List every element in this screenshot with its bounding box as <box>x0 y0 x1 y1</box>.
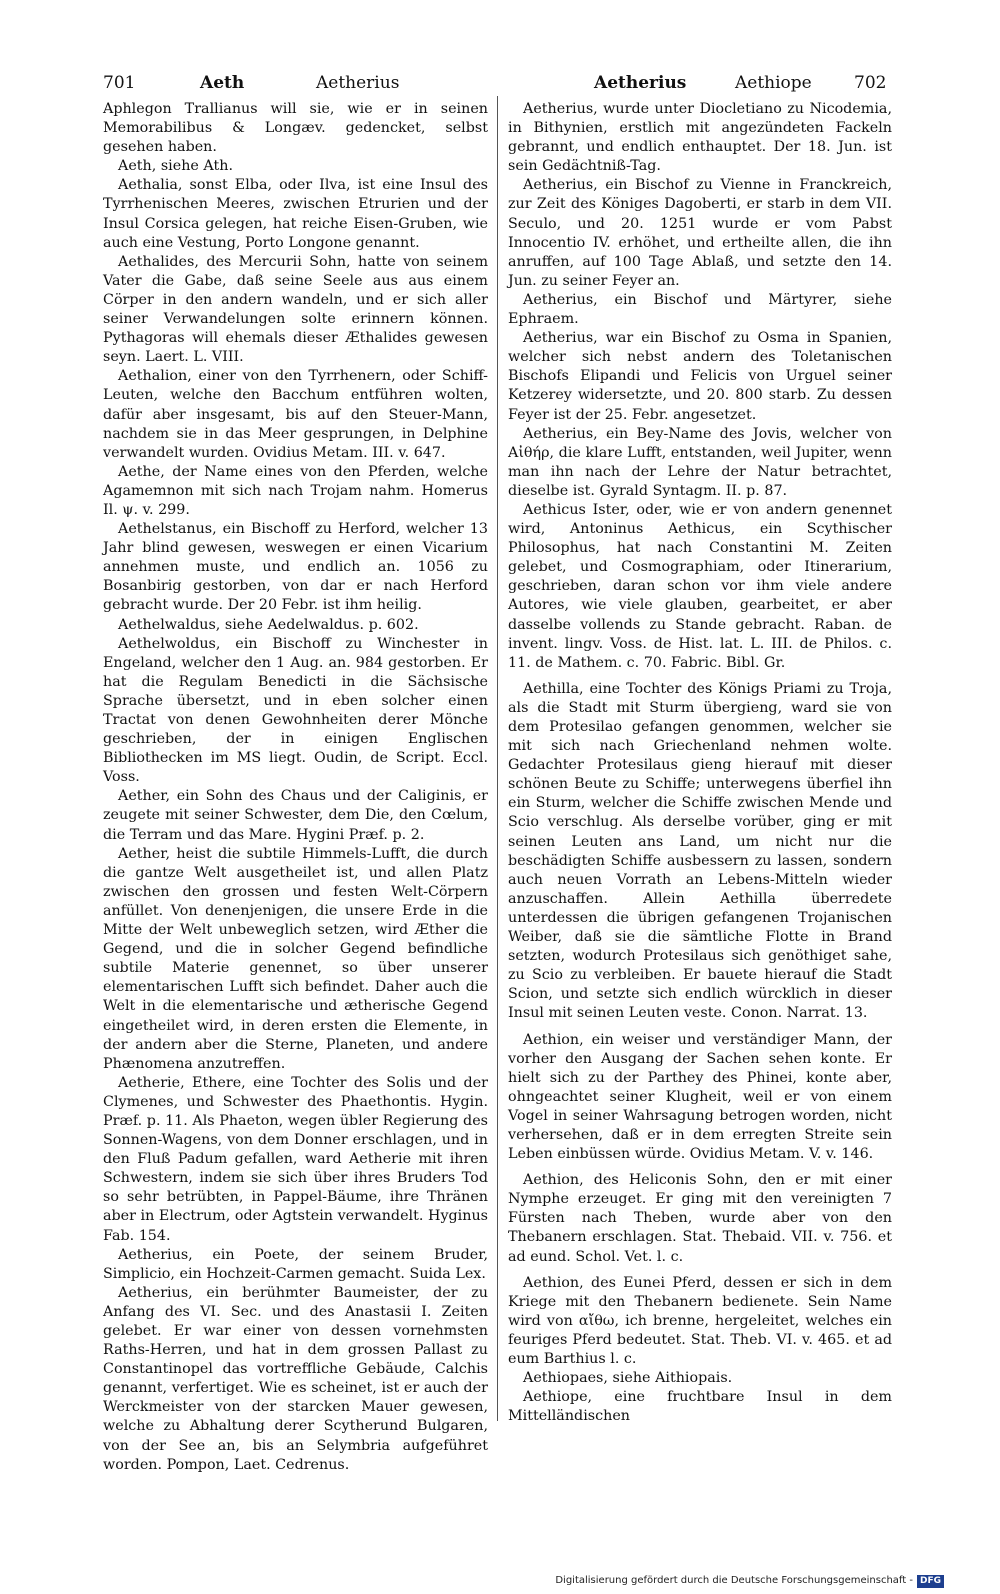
entry: Aethelwoldus, ein Bischoff zu Winchester in Engeland, welcher den 1 Aug. an. 984 gestorben. Er hat die Regulam Benedicti in die Sächsische Sprache übersetzt, und in eben solcher einen Tractat von denen Gewohnheiten derer Mönche geschrieben, der in einigen Englischen Bibliothecken im MS liegt. Oudin, de Script. Eccl. Voss. <box>103 635 488 786</box>
page-number-left: 701 <box>103 73 136 93</box>
entry: Aethalia, sonst Elba, oder Ilva, ist eine Insul des Tyrrhenischen Meeres, zwischen Etrurien und der Insul Corsica gelegen, hat reiche Eisen-Gruben, wie auch eine Vestung, Porto Longone genannt. <box>103 177 488 251</box>
entry: Aethion, ein weiser und verständiger Mann, der vorher den Ausgang der Sachen sehen konte. Er hielt sich zu der Parthey des Phinei, konte aber, ohngeachtet seiner Klugheit, weil er von einem Vogel in seiner Wahrsagung betrogen worden, nicht verhersehen, daß er in dem erregten Streite sein Leben einbüssen würde. Ovidius Metam. V. v. 146. <box>508 1031 892 1163</box>
catchword-left: Aeth <box>200 73 245 93</box>
column-divider <box>497 96 498 1421</box>
entry: Aetherius, war ein Bischof zu Osma in Spanien, welcher sich nebst andern des Toletanischen Bischofs Elipandi und Felicis von Urguel seiner Ketzerey widersetzte, und 20. 800 starb. Zu dessen Feyer ist der 25. Febr. angesetzet. <box>508 330 892 423</box>
entry: Aethe, der Name eines von den Pferden, welche Agamemnon mit sich nach Trojam nahm. Homerus Il. ψ. v. 299. <box>103 463 488 518</box>
entry: Aethelstanus, ein Bischoff zu Herford, welcher 13 Jahr blind gewesen, weswegen er einen Vicarium annehmen muste, und endlich an. 1056 zu Bosanbirig gestorben, von dar er nach Herford gebracht wurde. Der 20 Febr. ist ihm heilig. <box>103 521 488 614</box>
digitization-footer <box>555 1574 944 1588</box>
running-title-right-a: Aetherius <box>594 73 687 93</box>
entry: Aetherius, ein Bischof und Märtyrer, siehe Ephraem. <box>508 291 892 328</box>
funding-credit: Digitalisierung gefördert durch die Deutsche Forschungsgemeinschaft - <box>555 1575 913 1586</box>
entry: Aetherius, ein Bey-Name des Jovis, welcher von Αἰθήρ, die klare Lufft, entstanden, weil Jupiter, wenn man ihn nach der Lehre der Natur betrachtet, dieselbe ist. Gyrald Syntagm. II. p. 87. <box>508 425 892 499</box>
left-column <box>103 100 488 1475</box>
entry: Aethion, des Heliconis Sohn, den er mit einer Nymphe erzeuget. Er ging mit den vereinigten 7 Fürsten nach Theben, wurde aber von den Thebanern erschlagen. Stat. Thebaid. VII. v. 756. et ad eund. Schol. Vet. l. c. <box>508 1172 892 1265</box>
right-column <box>508 100 892 1426</box>
entry: Aethiopaes, siehe Aithiopais. <box>523 1370 733 1387</box>
running-title-left: Aetherius <box>316 73 400 93</box>
entry: Aetherius, ein Bischof zu Vienne in Franckreich, zur Zeit des Königes Dagoberti, er starb in dem VII. Seculo, und 20. 1251 wurde er vom Pabst Innocentio IV. erhöhet, und ertheilte allen, die ihn anruffen, auf 100 Tage Ablaß, und setzte den 14. Jun. zu seiner Feyer an. <box>508 177 892 289</box>
entry: Aetherius, ein Poete, der seinem Bruder, Simplicio, ein Hochzeit-Carmen gemacht. Suida Lex. <box>103 1246 488 1282</box>
entry: Aether, ein Sohn des Chaus und der Caliginis, er zeugete mit seiner Schwester, dem Die, den Cœlum, die Terram und das Mare. Hygini Præf. p. 2. <box>103 788 488 843</box>
entry: Aethion, des Eunei Pferd, dessen er sich in dem Kriege mit den Thebanern bedienete. Sein Name wird von αἴθω, ich brenne, hergeleitet, welches ein feuriges Pferd bedeutet. Stat. Theb. VI. v. 465. et ad eum Barthius l. c. <box>508 1274 892 1367</box>
entry: Aethalides, des Mercurii Sohn, hatte von seinem Vater die Gabe, daß seine Seele aus aus einem Cörper in den andern wandeln, und er sich aller seiner Verwandelungen solte erinnern können. Pythagoras will ehemals dieser Æthalides gewesen seyn. Laert. L. VIII. <box>103 253 488 366</box>
dfg-logo: DFG <box>917 1575 944 1588</box>
entry: Aethilla, eine Tochter des Königs Priami zu Troja, als die Stadt mit Sturm übergieng, ward sie von dem Protesilao gefangen genommen, welcher sie mit sich nach Griechenland nehmen wolte. Gedachter Protesilaus gieng hierauf mit dieser schönen Beute zu Schiffe; unterwegens überfiel ihn ein Sturm, welcher die Schiffe zwischen Mende und Scio verschlug. Als derselbe vorüber, ging er mit seinen Leuten ans Land, um nicht nur die beschädigten Schiffe ausbessern zu lassen, sondern auch neuen Vorrath an Lebens-Mitteln wieder anzuschaffen. Allein Aethilla überredete unterdessen die übrigen gefangenen Trojanischen Weiber, daß sie die sämtliche Flotte in Brand setzten, wodurch Protesilaus sich genöthiget sahe, zu Scio zu verbleiben. Er bauete hierauf die Stadt Scion, und setzte sich endlich würcklich in dieser Insul mit seinen Leuten veste. Conon. Narrat. 13. <box>508 680 892 1022</box>
page-number-right: 702 <box>854 73 887 93</box>
entry: Aethiope, eine fruchtbare Insul in dem Mittelländischen <box>508 1389 892 1425</box>
entry: Aetherius, ein berühmter Baumeister, der zu Anfang des VI. Sec. und des Anastasii I. Zeiten gelebet. Er war einer von dessen vornehmsten Raths-Herren, und hat in dem grossen Pallast zu Constantinopel das vortreffliche Gebäude, Calchis genannt, verfertiget. Wie es scheinet, ist er auch der Werckmeister von der starcken Mauer gewesen, welche zu Abhaltung derer Scytherund Bulgaren, von der See an, bis an Selymbria aufgeführet worden. Pompon, Laet. Cedrenus. <box>103 1284 488 1473</box>
entry: Aethelwaldus, siehe Aedelwaldus. p. 602. <box>118 616 419 633</box>
entry: Aethicus Ister, oder, wie er von andern genennet wird, Antoninus Aethicus, ein Scythischer Philosophus, hat nach Constantini M. Zeiten gelebet, und Cosmographiam, oder Itinerarium, geschrieben, daran schon vor ihm viele andere Autores, wie viele glauben, gearbeitet, er aber dasselbe vollends zu Stande gebracht. Raban. de invent. lingv. Voss. de Hist. lat. L. III. de Philos. c. 11. de Mathem. c. 70. Fabric. Bibl. Gr. <box>508 501 892 671</box>
entry: Aetherie, Ethere, eine Tochter des Solis und der Clymenes, und Schwester des Phaethontis. Hygin. Præf. p. 11. Als Phaeton, wegen übler Regierung des Sonnen-Wagens, von dem Donner erschlagen, und in den Fluß Padum gefallen, ward Aetherie mit ihren Schwestern, indem sie sich über ihres Bruders Tod so sehr betrübten, in Pappel-Bäume, ihre Thränen aber in Electrum, oder Agtstein verwandelt. Hyginus Fab. 154. <box>103 1074 488 1244</box>
entry: Aetherius, wurde unter Diocletiano zu Nicodemia, in Bithynien, erstlich mit angezündeten Fackeln gebrannt, und endlich enthauptet. Der 18. Jun. ist sein Gedächtniß-Tag. <box>508 101 892 175</box>
entry: Aether, heist die subtile Himmels-Lufft, die durch die gantze Welt ausgetheilet ist, und allen Platz zwischen den grossen und festen Welt-Cörpern anfüllet. Von denenjenigen, die unsere Erde in die Mitte der Welt unbeweglich setzen, wird Æther die Gegend, und die in solcher Gegend befindliche subtile Materie genennet, so über unserer elementarischen Lufft sich befindet. Daher auch die Welt in die elementarische und ætherische Gegend eingetheilet wird, in deren ersten die Elemente, in der andern aber die Sterne, Planeten, und andere Phænomena anzutreffen. <box>103 845 488 1072</box>
entry: Aphlegon Trallianus will sie, wie er in seinen Memorabilibus & Longæv. gedencket, selbst gesehen haben. <box>103 101 488 156</box>
running-title-right-b: Aethiope <box>735 73 812 93</box>
entry: Aeth, siehe Ath. <box>118 158 233 175</box>
entry: Aethalion, einer von den Tyrrhenern, oder Schiff-Leuten, welche den Bacchum entführen wolten, dafür aber insgesamt, bis auf den Steuer-Mann, nachdem sie in das Meer gesprungen, in Delphine verwandelt wurden. Ovidius Metam. III. v. 647. <box>103 368 488 461</box>
